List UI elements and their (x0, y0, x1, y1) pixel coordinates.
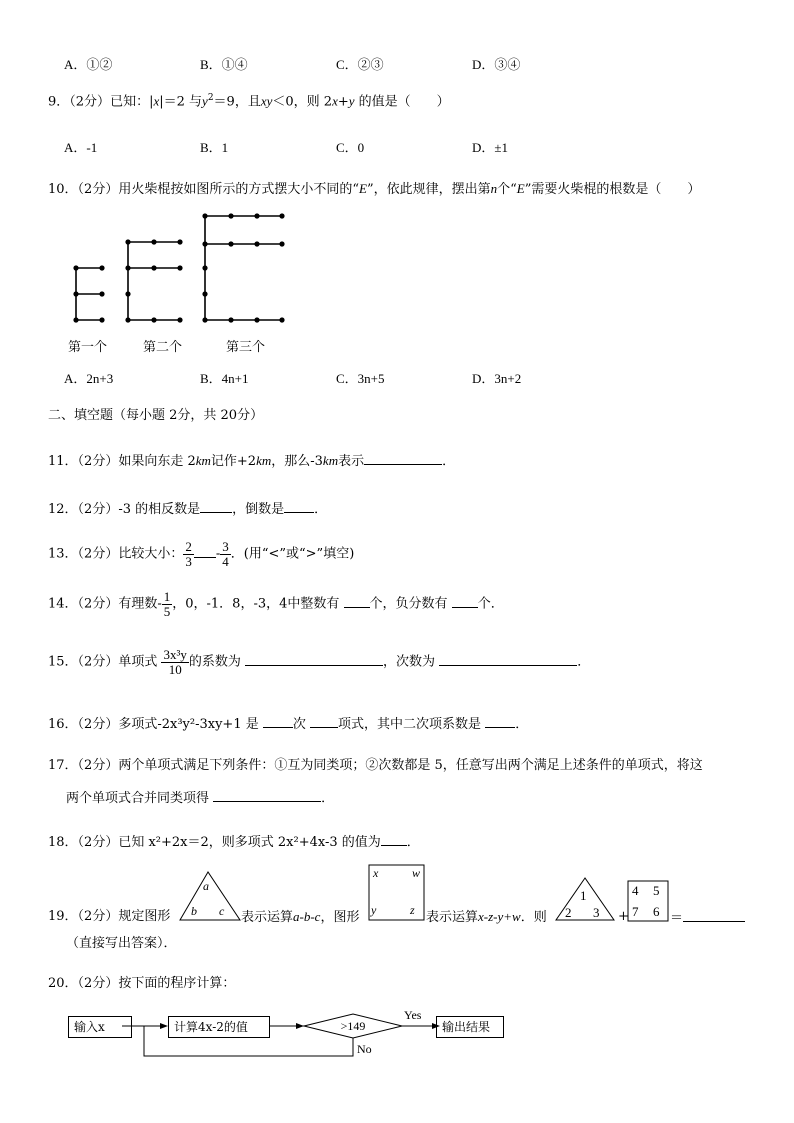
q20-number: 20． (48, 976, 78, 991)
equals-sign: ＝ (670, 911, 684, 926)
square-w: w (412, 866, 421, 880)
q9-var: xy (260, 93, 273, 109)
q17-text: 两个单项式合并同类项得 (66, 791, 210, 806)
question-9 (48, 94, 450, 108)
q13-text: ．(用“<”或“>”填空) (230, 546, 355, 562)
fraction (161, 648, 188, 676)
fraction-numerator: 1 (163, 589, 171, 604)
q14-text: 有理数 (118, 596, 158, 612)
square-value-4: 4 (632, 883, 639, 898)
q10-option-d: D．3n+2 (472, 371, 522, 386)
q9-text: |＝2 与 (159, 94, 203, 110)
answer-blank[interactable] (245, 654, 383, 666)
q13-score: （2分） (77, 546, 119, 562)
q9-text: ＜0，则 2 (272, 94, 333, 110)
answer-blank[interactable] (683, 910, 745, 922)
q12-score: （2分） (77, 502, 119, 517)
q10-text: ”，依此规律，摆出第 (366, 182, 491, 197)
q13-text: 比较大小： (118, 546, 184, 562)
q20-score: （2分） (77, 976, 119, 991)
q9-option-c: C．0 (336, 140, 365, 155)
question-10 (48, 182, 700, 196)
condition-label: >149 (340, 1019, 366, 1033)
q11-text: ． (442, 454, 456, 469)
fraction (183, 540, 194, 568)
figure-label-3: 第三个 (226, 340, 266, 355)
fraction-numerator: 3x³y (163, 647, 187, 662)
q14-score: （2分） (77, 596, 119, 612)
q13-number: 13． (48, 546, 78, 562)
q9-number: 9． (48, 94, 70, 110)
q12-text: -3 的相反数是 (118, 502, 201, 517)
square-example-figure (627, 880, 669, 922)
answer-blank[interactable] (452, 596, 478, 608)
question-19-prefix (48, 910, 170, 923)
q9-var: y (202, 93, 208, 109)
q11-unit: km (195, 453, 211, 468)
question-12 (48, 501, 327, 516)
q10-number: 10． (48, 182, 78, 197)
q9-text: + (337, 94, 349, 110)
q19-number: 19． (48, 909, 78, 924)
q10-var: n (490, 181, 498, 196)
q9-option-d: D．±1 (472, 140, 509, 155)
square-z: z (410, 903, 415, 917)
triangle-c: c (219, 904, 225, 918)
q11-text: 表示 (338, 454, 365, 469)
question-17 (48, 759, 703, 772)
question-18 (48, 834, 420, 849)
input-box-label: 输入x (74, 1020, 105, 1034)
answer-blank[interactable] (194, 546, 216, 558)
q11-text: ，那么-3 (271, 454, 323, 469)
q9-var: x (153, 93, 160, 109)
q11-text: 如果向东走 2 (118, 454, 196, 469)
q17-score: （2分） (77, 758, 119, 773)
q11-text: 记作+2 (210, 454, 257, 469)
q17-text: 两个单项式满足下列条件：①互为同类项；②次数都是 5，任意写出两个满足上述条件的单项式，将这 (118, 758, 703, 773)
answer-blank[interactable] (381, 834, 407, 846)
square-y: y (371, 903, 377, 917)
q14-text: ，0，-1．8，-3，4中整数有 (172, 596, 340, 612)
fraction-numerator: 3 (222, 539, 229, 554)
question-11 (48, 453, 455, 468)
question-19-mid (241, 910, 359, 924)
q9-option-a: A．-1 (64, 140, 98, 155)
minus-sign: - (157, 596, 162, 612)
q12-text: ，倒数是 (232, 502, 285, 517)
yes-label: Yes (404, 1008, 422, 1022)
q10-option-c: C．3n+5 (336, 371, 385, 386)
q14-text: 个． (477, 596, 504, 612)
fraction-denominator: 3 (185, 553, 192, 569)
q11-unit: km (256, 453, 272, 468)
q17-text: ． (321, 791, 335, 806)
q15-text: ，次数为 (383, 654, 436, 670)
answer-blank[interactable] (344, 596, 370, 608)
square-value-5: 5 (653, 883, 660, 898)
q11-score: （2分） (77, 454, 119, 469)
question-19-line2: （直接写出答案）． (66, 936, 177, 951)
q16-text: 项式，其中二次项系数是 (338, 717, 482, 732)
q10-var: E (358, 181, 367, 196)
q15-text: ． (577, 654, 591, 670)
q15-text: 单项式 (118, 654, 158, 670)
q19-score: （2分） (77, 909, 119, 924)
triangle-value-3: 3 (593, 905, 600, 920)
q8-option-d: D．③④ (472, 57, 521, 72)
q18-text: 已知 x²+2x＝2，则多项式 2x²+4x-3 的值为 (118, 835, 381, 850)
no-label: No (357, 1042, 372, 1056)
figure-label-2: 第二个 (143, 340, 183, 355)
question-19-tail (426, 910, 547, 924)
triangle-b: b (191, 904, 197, 918)
q19-operation: a-b-c (293, 909, 321, 924)
q8-option-c: C．②③ (336, 57, 384, 72)
fraction (220, 540, 231, 568)
answer-blank[interactable] (213, 790, 321, 802)
q9-var: x (332, 93, 338, 109)
fraction-denominator: 10 (168, 661, 182, 677)
q9-text: 已知：| (110, 94, 154, 110)
q10-text: ”需要火柴棍的根数是（ ） (524, 182, 701, 197)
calculate-box (168, 1016, 270, 1038)
output-box (436, 1016, 504, 1038)
fraction-numerator: 2 (185, 539, 192, 554)
q11-number: 11． (48, 454, 78, 469)
triangle-value-1: 1 (580, 888, 587, 903)
q17-number: 17． (48, 758, 78, 773)
q16-text: ． (515, 717, 529, 732)
question-13 (48, 540, 354, 568)
question-17-line2 (66, 790, 334, 805)
q18-score: （2分） (77, 835, 119, 850)
q9-option-b: B．1 (200, 140, 229, 155)
answer-blank[interactable] (200, 501, 232, 513)
question-14 (48, 590, 504, 618)
q16-number: 16． (48, 717, 78, 732)
answer-blank[interactable] (263, 716, 293, 728)
q16-score: （2分） (77, 717, 119, 732)
q16-text: 次 (292, 717, 306, 732)
triangle-a: a (203, 879, 209, 893)
square-value-7: 7 (632, 904, 639, 919)
q12-text: ． (314, 502, 328, 517)
q19-text: ．则 (520, 910, 547, 925)
square-x: x (373, 866, 379, 880)
q19-text: 规定图形 (118, 909, 171, 924)
figure-label-1: 第一个 (68, 340, 108, 355)
output-box-label: 输出结果 (442, 1020, 491, 1034)
q18-text: ． (406, 835, 420, 850)
q10-text: 用火柴棍按如图所示的方式摆大小不同的“ (118, 182, 359, 197)
section-heading: 二、填空题（每小题 2分，共 20分） (48, 408, 264, 423)
q15-score: （2分） (77, 654, 119, 670)
q12-number: 12． (48, 502, 78, 517)
q10-score: （2分） (77, 182, 119, 197)
square-operator-figure (368, 864, 426, 922)
q19-answer (670, 910, 745, 925)
answer-blank[interactable] (485, 716, 515, 728)
q19-operation: x-z-y+w (478, 909, 521, 924)
plus-sign: + (618, 909, 629, 924)
q10-var: E (516, 181, 525, 196)
q19-text: 表示运算 (426, 910, 479, 925)
answer-blank[interactable] (284, 501, 314, 513)
question-20 (48, 977, 235, 990)
q15-text: 的系数为 (188, 654, 241, 670)
question-15 (48, 648, 590, 676)
q9-text: ＝9，且 (213, 94, 261, 110)
q18-number: 18． (48, 835, 78, 850)
square-value-6: 6 (653, 904, 660, 919)
q10-option-a: A．2n+3 (64, 371, 114, 386)
q9-score: （2分） (69, 94, 111, 110)
fraction-denominator: 5 (163, 603, 171, 619)
q8-option-a: A．①② (64, 57, 113, 72)
matchstick-e-figure (60, 208, 300, 333)
answer-blank[interactable] (364, 453, 442, 465)
q10-text: 个“ (497, 182, 517, 197)
question-16 (48, 716, 528, 731)
q8-option-b: B．①④ (200, 57, 248, 72)
minus-sign: - (215, 546, 221, 562)
q9-var: y (348, 93, 355, 109)
q19-text: ，图形 (320, 910, 360, 925)
q20-text: 按下面的程序计算： (118, 976, 236, 991)
q14-text: 个，负分数有 (369, 596, 448, 612)
q9-sup: 2 (207, 93, 214, 103)
calculate-box-label: 计算4x-2的值 (174, 1020, 248, 1034)
q11-unit: km (322, 453, 339, 468)
answer-blank[interactable] (439, 654, 577, 666)
triangle-operator-figure (178, 870, 242, 922)
q9-text: 的值是（ ） (354, 94, 450, 110)
q16-text: 多项式-2x³y²-3xy+1 是 (118, 717, 259, 732)
fraction-denominator: 4 (222, 553, 229, 569)
answer-blank[interactable] (310, 716, 338, 728)
fraction (162, 590, 173, 618)
triangle-value-2: 2 (565, 905, 572, 920)
q19-text: 表示运算 (241, 910, 294, 925)
q10-option-b: B．4n+1 (200, 371, 249, 386)
triangle-example-figure (554, 876, 616, 922)
input-box (68, 1016, 132, 1038)
q15-number: 15． (48, 654, 78, 670)
q14-number: 14． (48, 596, 78, 612)
